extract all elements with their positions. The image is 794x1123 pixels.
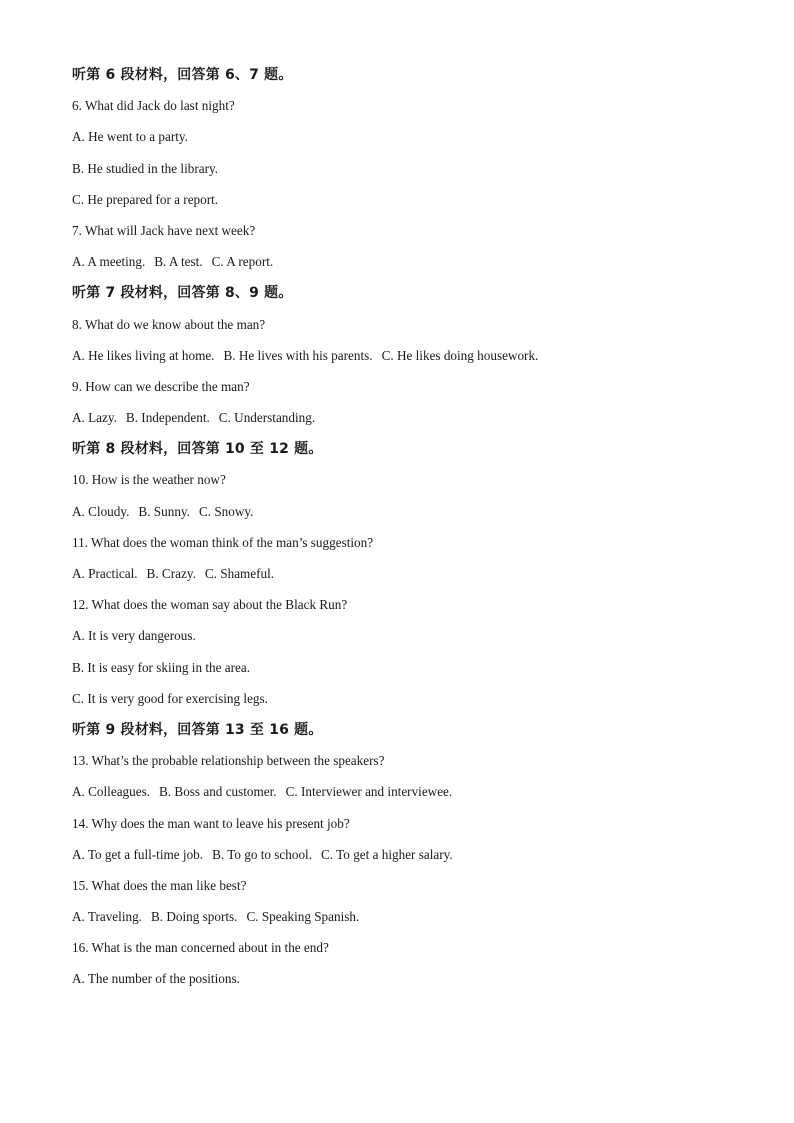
question-text: 16. What is the man concerned about in the end? <box>72 940 329 956</box>
answer-option: A. Traveling. <box>72 909 142 925</box>
answer-option: A. He went to a party. <box>72 129 188 145</box>
answer-option-row <box>72 906 722 937</box>
answer-option: C. Understanding. <box>218 410 316 426</box>
exam-page <box>72 64 722 1000</box>
answer-option: C. Speaking Spanish. <box>246 909 360 925</box>
answer-option: B. He studied in the library. <box>72 160 219 176</box>
answer-option: A. To get a full-time job. <box>72 846 204 862</box>
section-heading: 听第 7 段材料，回答第 8、9 题。 <box>72 285 293 302</box>
answer-option: B. A test. <box>154 254 203 270</box>
answer-option: C. He prepared for a report. <box>72 191 219 207</box>
answer-option-row <box>72 501 722 532</box>
answer-option-row <box>72 251 722 282</box>
answer-option: C. He likes doing housework. <box>381 347 539 363</box>
question-text: 13. What’s the probable relationship between the speakers? <box>72 753 385 769</box>
question-text: 8. What do we know about the man? <box>72 316 266 332</box>
answer-option-row <box>72 688 722 719</box>
question-text: 15. What does the man like best? <box>72 877 247 893</box>
answer-option: C. Snowy. <box>198 503 254 519</box>
question-text: 10. How is the weather now? <box>72 472 226 488</box>
section-heading: 听第 8 段材料，回答第 10 至 12 题。 <box>72 441 323 458</box>
answer-option: C. It is very good for exercising legs. <box>72 690 268 706</box>
answer-option: A. Practical. <box>72 566 138 581</box>
answer-option: C. Interviewer and interviewee. <box>285 784 453 800</box>
answer-option: A. It is very dangerous. <box>72 628 196 644</box>
section-heading: 听第 9 段材料，回答第 13 至 16 题。 <box>72 721 323 738</box>
answer-option: B. Crazy. <box>146 566 196 581</box>
answer-option-row <box>72 158 722 189</box>
answer-option: A. Lazy. <box>72 410 117 426</box>
question-text: 9. How can we describe the man? <box>72 378 250 394</box>
answer-option: A. He likes living at home. <box>72 347 215 363</box>
answer-option: B. Boss and customer. <box>159 784 277 800</box>
answer-option: B. Sunny. <box>138 503 190 519</box>
answer-option-row <box>72 657 722 688</box>
answer-option: B. Doing sports. <box>150 909 238 925</box>
answer-option: B. To go to school. <box>212 846 313 862</box>
question-text: 7. What will Jack have next week? <box>72 222 256 238</box>
answer-option-row <box>72 844 722 875</box>
question-text: 6. What did Jack do last night? <box>72 98 235 114</box>
answer-option: A. The number of the positions. <box>72 971 240 987</box>
answer-option: B. It is easy for skiing in the area. <box>72 659 250 675</box>
answer-option: C. To get a higher salary. <box>321 846 453 862</box>
answer-option-row <box>72 781 722 812</box>
answer-option-row <box>72 407 722 438</box>
answer-option: C. Shameful. <box>204 566 275 581</box>
answer-option: A. A meeting. <box>72 254 146 270</box>
question-text: 11. What does the woman think of the man’s suggestion? <box>72 534 374 550</box>
section-heading: 听第 6 段材料，回答第 6、7 题。 <box>72 67 293 83</box>
answer-option: A. Cloudy. <box>72 503 130 519</box>
answer-option-row <box>72 625 722 656</box>
answer-option: A. Colleagues. <box>72 784 151 800</box>
answer-option-row <box>72 968 722 999</box>
answer-option-row <box>72 189 722 220</box>
answer-option: C. A report. <box>211 254 274 270</box>
answer-option-row <box>72 345 722 376</box>
answer-option: B. Independent. <box>125 410 210 426</box>
answer-option: B. He lives with his parents. <box>223 347 373 363</box>
answer-option-row <box>72 126 722 157</box>
question-text: 12. What does the woman say about the Black Run? <box>72 597 348 613</box>
answer-option-row <box>72 563 722 594</box>
question-text: 14. Why does the man want to leave his present job? <box>72 815 350 831</box>
